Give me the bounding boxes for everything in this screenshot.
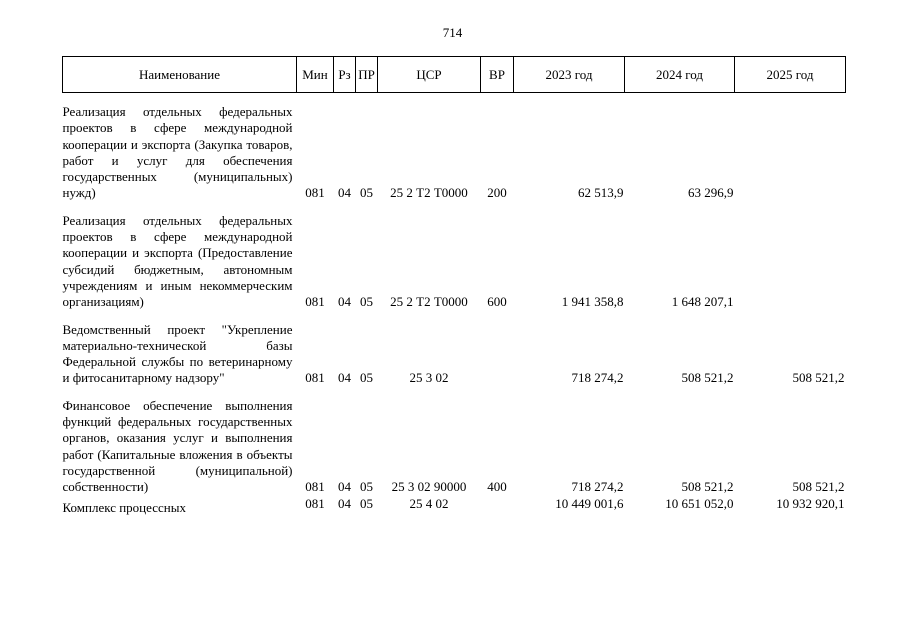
row-min: 081 bbox=[305, 479, 325, 495]
row-2024: 10 651 052,0 bbox=[665, 495, 734, 511]
row-2024: 63 296,9 bbox=[688, 185, 734, 201]
row-2025: 508 521,2 bbox=[792, 370, 845, 386]
row-csr: 25 3 02 90000 bbox=[391, 479, 467, 495]
row-rz: 04 bbox=[338, 479, 351, 495]
row-rz: 04 bbox=[338, 370, 351, 386]
row-2023: 1 941 358,8 bbox=[561, 294, 624, 310]
table-header-row bbox=[63, 57, 846, 93]
row-pr: 05 bbox=[360, 370, 373, 386]
row-2023: 10 449 001,6 bbox=[555, 495, 624, 511]
header-2024: 2024 год bbox=[625, 57, 735, 93]
row-rz: 04 bbox=[338, 185, 351, 201]
row-name: Реализация отдельных федеральных проектов в сфере международной кооперации и экспорта (Закупка товаров, работ и услуг для обеспечения государственных (муниципальных) нужд) bbox=[62, 104, 293, 201]
row-2025 bbox=[735, 202, 846, 311]
row-pr: 05 bbox=[360, 185, 373, 201]
row-2023: 718 274,2 bbox=[571, 479, 624, 495]
row-name: Реализация отдельных федеральных проектов в сфере международной кооперации и экспорта (Предоставление субсидий бюджетным, автономным учреждениям и иным некоммерческим организациям) bbox=[62, 212, 293, 310]
row-name: Финансовое обеспечение выполнения функций федеральных государственных органов, оказания услуг и выполнения работ (Капитальные вложения в объекты государственной (муниципальной) собственности) bbox=[62, 397, 293, 495]
row-vr bbox=[481, 496, 514, 516]
row-name: Ведомственный проект "Укрепление материально-технической базы Федеральной службы по ветеринарному и фитосанитарному надзору" bbox=[62, 321, 293, 386]
row-csr: 25 4 02 bbox=[409, 495, 449, 511]
row-vr bbox=[481, 311, 514, 387]
row-vr: 200 bbox=[487, 185, 507, 201]
row-min: 081 bbox=[305, 370, 325, 386]
row-pr: 05 bbox=[360, 294, 373, 310]
row-pr: 05 bbox=[360, 495, 373, 511]
header-rz: Рз bbox=[334, 57, 356, 93]
row-2023: 62 513,9 bbox=[578, 185, 624, 201]
table-row bbox=[63, 496, 846, 516]
header-name: Наименование bbox=[63, 57, 297, 93]
header-2023: 2023 год bbox=[514, 57, 625, 93]
row-rz: 04 bbox=[338, 495, 351, 511]
row-2025: 10 932 920,1 bbox=[776, 495, 845, 511]
row-min: 081 bbox=[305, 495, 325, 511]
table-row bbox=[63, 387, 846, 496]
row-vr: 400 bbox=[487, 479, 507, 495]
budget-table bbox=[62, 56, 846, 516]
table-row bbox=[63, 202, 846, 311]
row-2023: 718 274,2 bbox=[571, 370, 624, 386]
row-2024: 508 521,2 bbox=[681, 479, 734, 495]
header-min: Мин bbox=[297, 57, 334, 93]
row-min: 081 bbox=[305, 185, 325, 201]
row-2024: 1 648 207,1 bbox=[671, 294, 734, 310]
table-row bbox=[63, 93, 846, 202]
row-min: 081 bbox=[305, 294, 325, 310]
row-rz: 04 bbox=[338, 294, 351, 310]
row-vr: 600 bbox=[487, 294, 507, 310]
header-csr: ЦСР bbox=[378, 57, 481, 93]
header-vr: ВР bbox=[481, 57, 514, 93]
row-2025 bbox=[735, 93, 846, 202]
row-pr: 05 bbox=[360, 479, 373, 495]
table-row bbox=[63, 311, 846, 387]
header-pr: ПР bbox=[356, 57, 378, 93]
row-name: Комплекс процессных bbox=[62, 499, 186, 515]
row-2025: 508 521,2 bbox=[792, 479, 845, 495]
row-csr: 25 3 02 bbox=[409, 370, 449, 386]
header-2025: 2025 год bbox=[735, 57, 846, 93]
page-number: 714 bbox=[442, 25, 463, 40]
row-csr: 25 2 Т2 Т0000 bbox=[390, 185, 468, 201]
row-2024: 508 521,2 bbox=[681, 370, 734, 386]
row-csr: 25 2 Т2 Т0000 bbox=[390, 294, 468, 310]
